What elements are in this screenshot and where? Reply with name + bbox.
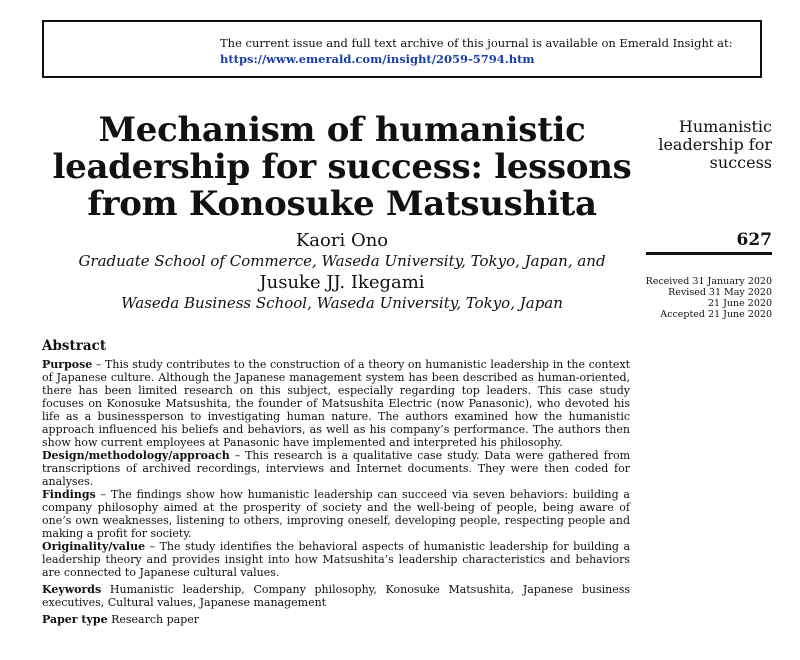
abstract-paper-type xyxy=(42,613,630,626)
notice-text: The current issue and full text archive of this journal is available on Emerald Insight at: xyxy=(220,36,733,50)
submission-history xyxy=(646,276,772,320)
title-line-1: Mechanism of humanistic xyxy=(98,110,586,150)
author-name: Jusuke JJ. Ikegami xyxy=(259,272,425,293)
abstract-findings xyxy=(42,488,630,540)
page-number-rule xyxy=(646,252,772,255)
abstract-heading: Abstract xyxy=(42,338,107,354)
abstract-keywords xyxy=(42,583,630,609)
history-revised: Revised 31 May 2020 xyxy=(668,287,772,298)
purpose-label: Purpose xyxy=(42,358,93,371)
keywords-label: Keywords xyxy=(42,583,102,596)
journal-link[interactable]: https://www.emerald.com/insight/2059-5794.htm xyxy=(220,52,535,66)
author-affiliation: Graduate School of Commerce, Waseda University, Tokyo, Japan, and xyxy=(78,252,606,270)
running-title-line: Humanistic xyxy=(678,117,772,136)
journal-notice xyxy=(220,35,733,67)
keywords-text: Humanistic leadership, Company philosophy, Konosuke Matsushita, Japanese business executives, Cultural values, Japanese management xyxy=(42,583,630,609)
running-title xyxy=(612,118,772,172)
history-revised-2: 21 June 2020 xyxy=(708,298,772,309)
design-text: – This research is a qualitative case study. Data were gathered from transcriptions of archived recordings, interviews and Internet documents. They were then coded for analyses. xyxy=(42,449,630,488)
running-title-line: success xyxy=(709,153,772,172)
history-received: Received 31 January 2020 xyxy=(645,276,772,287)
abstract-design xyxy=(42,449,630,488)
findings-label: Findings xyxy=(42,488,96,501)
design-label: Design/methodology/approach xyxy=(42,449,230,462)
author-name: Kaori Ono xyxy=(295,230,389,251)
paper-type-text: Research paper xyxy=(107,613,200,626)
paper-type-label: Paper type xyxy=(42,613,108,626)
abstract-purpose xyxy=(42,358,630,449)
findings-text: – The findings show how humanistic leadership can succeed via seven behaviors: building a company philosophy aimed at the prosperity of society and the well-being of people, being aware of one’s own weaknesses, listening to others, improving oneself, developing people, respecting people and making a profit for society. xyxy=(42,488,630,540)
author-affiliation: Waseda Business School, Waseda University, Tokyo, Japan xyxy=(121,294,563,312)
author-block xyxy=(42,230,642,314)
title-line-2: leadership for success: lessons xyxy=(52,147,632,187)
journal-notice-box xyxy=(42,20,762,78)
abstract-originality xyxy=(42,540,630,579)
paper-title xyxy=(42,112,642,223)
purpose-text: – This study contributes to the construction of a theory on humanistic leadership in the context of Japanese culture. Although the Japanese management system has been described as human-oriented, there has been limited research on this subject, especially regarding top leaders. This case study focuses on Konosuke Matsushita, the founder of Matsushita Electric (now Panasonic), who devoted his life as a businessperson to investigating human nature. The authors examined how the humanistic approach influenced his beliefs and behaviors, as well as his company’s performance. The authors then show how current employees at Panasonic have implemented and interpreted his philosophy. xyxy=(42,358,630,449)
running-title-line: leadership for xyxy=(658,135,772,154)
page-number: 627 xyxy=(736,230,772,250)
title-line-3: from Konosuke Matsushita xyxy=(87,184,597,224)
originality-label: Originality/value xyxy=(42,540,146,553)
history-accepted: Accepted 21 June 2020 xyxy=(660,309,772,320)
abstract xyxy=(42,340,630,626)
originality-text: – The study identifies the behavioral aspects of humanistic leadership for building a leadership theory and provides insight into how Matsushita’s leadership characteristics and behaviors are connected to Japanese cultural values. xyxy=(42,540,630,579)
